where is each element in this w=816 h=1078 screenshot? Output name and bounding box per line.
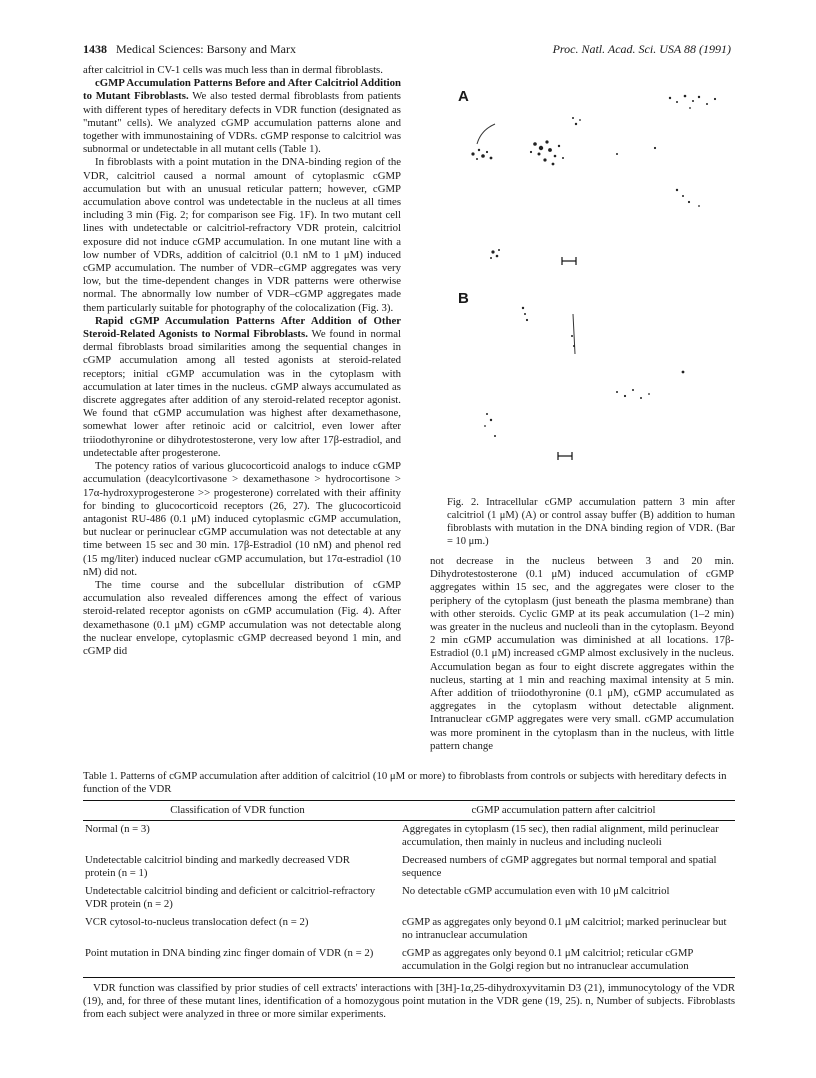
header-left [83, 42, 296, 57]
right-column [430, 555, 734, 753]
paragraph: after calcitriol in CV-1 cells was much less than in dermal fibroblasts. [83, 64, 383, 76]
table-header-row [83, 801, 735, 821]
paragraph [83, 77, 401, 156]
section-title: Medical Sciences: Barsony and Marx [116, 42, 296, 56]
table-cell: cGMP as aggregates only beyond 0.1 μM calcitriol; reticular cGMP accumulation in the Golgi region but no intranuclear accumulation [392, 945, 735, 978]
paragraph: The time course and the subcellular distribution of cGMP accumulation also revealed differences among the effect of various steroid-related receptor agonists on cGMP accumulation (Fig. 4). After dexamethasone (0.1 μM) cGMP accumulation was not detectable along the nuclear envelope, cytoplasmic cGMP decreased beyond 1 min, and cGMP did [83, 578, 401, 657]
figure-2 [455, 84, 735, 484]
figure-caption: Fig. 2. Intracellular cGMP accumulation pattern 3 min after calcitriol (1 μM) (A) or control assay buffer (B) addition to human fibroblasts with mutation in the DNA binding region of VDR. (Bar = 10 μm.) [447, 497, 735, 547]
journal-citation: Proc. Natl. Acad. Sci. USA 88 (1991) [552, 42, 731, 56]
table-row [83, 883, 735, 914]
table-cell: VCR cytosol-to-nucleus translocation defect (n = 2) [85, 916, 309, 928]
table-cell: Undetectable calcitriol binding and deficient or calcitriol-refractory VDR protein (n = 2) [85, 885, 376, 910]
column-header: Classification of VDR function [83, 801, 392, 821]
paragraph: not decrease in the nucleus between 3 and 20 min. Dihydrotestosterone (0.1 μM) induced accumulation of cGMP aggregates within 15 sec, and the aggregates were closer to the periphery of the cytoplasm (just beneath the plasma membrane) than with other steroids. Cyclic GMP at its peak accumulation (1–2 min) was greater in the nucleus and nucleoli than in the cytoplasm. Beyond 2 min cGMP accumulation was diminished at all locations. 17β-Estradiol (0.1 μM) increased cGMP almost exclusively in the nucleus. Accumulation began as four to eight discrete aggregates within the nucleus, starting at 1 min and reaching maximal intensity at 5 min. After addition of triiodothyronine (0.1 μM), cGMP accumulated as aggregates in the cytoplasm without detectable alignment. Intranuclear cGMP aggregates were very small. cGMP accumulation was more prominent in the cytoplasm than in the nucleus, with little pattern change [430, 555, 734, 752]
table-cell: Aggregates in cytoplasm (15 sec), then radial alignment, mild perinuclear accumulation, then mainly in nucleus and including nucleoli [402, 823, 719, 848]
table-cell: Point mutation in DNA binding zinc finger domain of VDR (n = 2) [83, 945, 392, 978]
table-cell: Undetectable calcitriol binding and markedly decreased VDR protein (n = 1) [85, 854, 350, 879]
table-title: Table 1. Patterns of cGMP accumulation after addition of calcitriol (10 μM or more) to fibroblasts from controls or subjects with hereditary defects in function of the VDR [83, 770, 727, 795]
micrograph-a [455, 84, 735, 274]
data-table [83, 800, 735, 978]
page-number: 1438 [83, 42, 107, 56]
table-row [83, 914, 735, 945]
section-heading: cGMP Accumulation Patterns Before and After Calcitriol Addition to Mutant Fibroblasts. [83, 77, 401, 103]
figure-panel-b [455, 284, 735, 474]
table-cell: Decreased numbers of cGMP aggregates but normal temporal and spatial sequence [402, 854, 717, 879]
table-footnote: VDR function was classified by prior studies of cell extracts' interactions with [3H]-1α,25-dihydroxyvitamin D3 (21), immunocytology of the VDR (19), and, for three of these mutant lines, identification of a homozygous point mutation in the VDR gene (19, 25). n, Number of subjects. Fibroblasts from each subject were analyzed in three or more similar experiments. [83, 982, 735, 1020]
table-row [83, 945, 735, 978]
paragraph-body: We also tested dermal fibroblasts from patients with different types of hereditary defects in VDR function (designated as "mutant" cells). We analyzed cGMP accumulation patterns alone and together with immunostaining of VDRs. cGMP response to calcitriol was subnormal or undetectable in all mutant cells (Table 1). [83, 90, 401, 156]
panel-label-a: A [458, 88, 469, 105]
figure-panel-a [455, 84, 735, 274]
table-cell: Normal (n = 3) [85, 823, 150, 835]
running-header [83, 42, 731, 58]
paragraph [83, 315, 401, 460]
micrograph-b [455, 284, 735, 474]
paragraph: In fibroblasts with a point mutation in the DNA-binding region of the VDR, calcitriol caused a normal amount of cytoplasmic cGMP accumulation but with an unusual reticular pattern; however, cGMP accumulation above control was undetectable in the nucleus at all times including 3 min (Fig. 2; for comparison see Fig. 1F). In two mutant cell lines with undetectable or calcitriol-refractory VDR protein, calcitriol exposure did not induce cGMP accumulation. In one mutant line with a low number of VDRs, addition of calcitriol (0.1 nM to 1 μM) induced cGMP accumulation. The number of VDR–cGMP aggregates was very low, but the time-dependent changes in VDR patterns were otherwise normal. The abnormally low number of VDR–cGMP aggregates made them particularly suitable for photography of the colocalization (Fig. 3). [83, 156, 401, 314]
table-row [83, 821, 735, 853]
table-row [83, 852, 735, 883]
column-header: cGMP accumulation pattern after calcitriol [392, 801, 735, 821]
table-1 [83, 770, 735, 1021]
table-cell: cGMP as aggregates only beyond 0.1 μM calcitriol; marked perinuclear but no intranuclear accumulation [402, 916, 727, 941]
paragraph: The potency ratios of various glucocorticoid analogs to induce cGMP accumulation (deacylcortivasone > dexamethasone > hydrocortisone > 17α-hydroxyprogesterone >> progesterone) correlated with their affinity for binding to glucocorticoid receptors (26, 27). The glucocorticoid antagonist RU-486 (0.1 μM) induced cytoplasmic cGMP accumulation, but nuclear or perinuclear cGMP accumulation was not detectable at any time between 15 sec and 30 min. 17β-Estradiol (10 nM) and phenol red (15 mg/liter) induced nuclear cGMP accumulation, but 17α-estradiol (10 nM) did not. [83, 460, 401, 578]
left-column [83, 64, 401, 658]
table-cell: No detectable cGMP accumulation even with 10 μM calcitriol [402, 885, 670, 897]
section-heading: Rapid cGMP Accumulation Patterns After Addition of Other Steroid-Related Agonists to Normal Fibroblasts. [83, 314, 401, 341]
paragraph-body: We found in normal dermal fibroblasts broad similarities among the sequential changes in cGMP accumulation among all tested agonists at steroid-related receptors; initial cGMP accumulation was in the cytoplasm with accumulation at later times in the nucleus. cGMP always accumulated as discrete aggregates after addition of any steroid-related receptor agonist. We found that cGMP accumulation was highest after dexamethasone, somewhat lower after retinoic acid or calcitriol, even lower after triiodothyronine or dihydrotestosterone, very low after 17β-estradiol, and undetectable after progesterone. [83, 328, 401, 459]
panel-label-b: B [458, 290, 469, 307]
